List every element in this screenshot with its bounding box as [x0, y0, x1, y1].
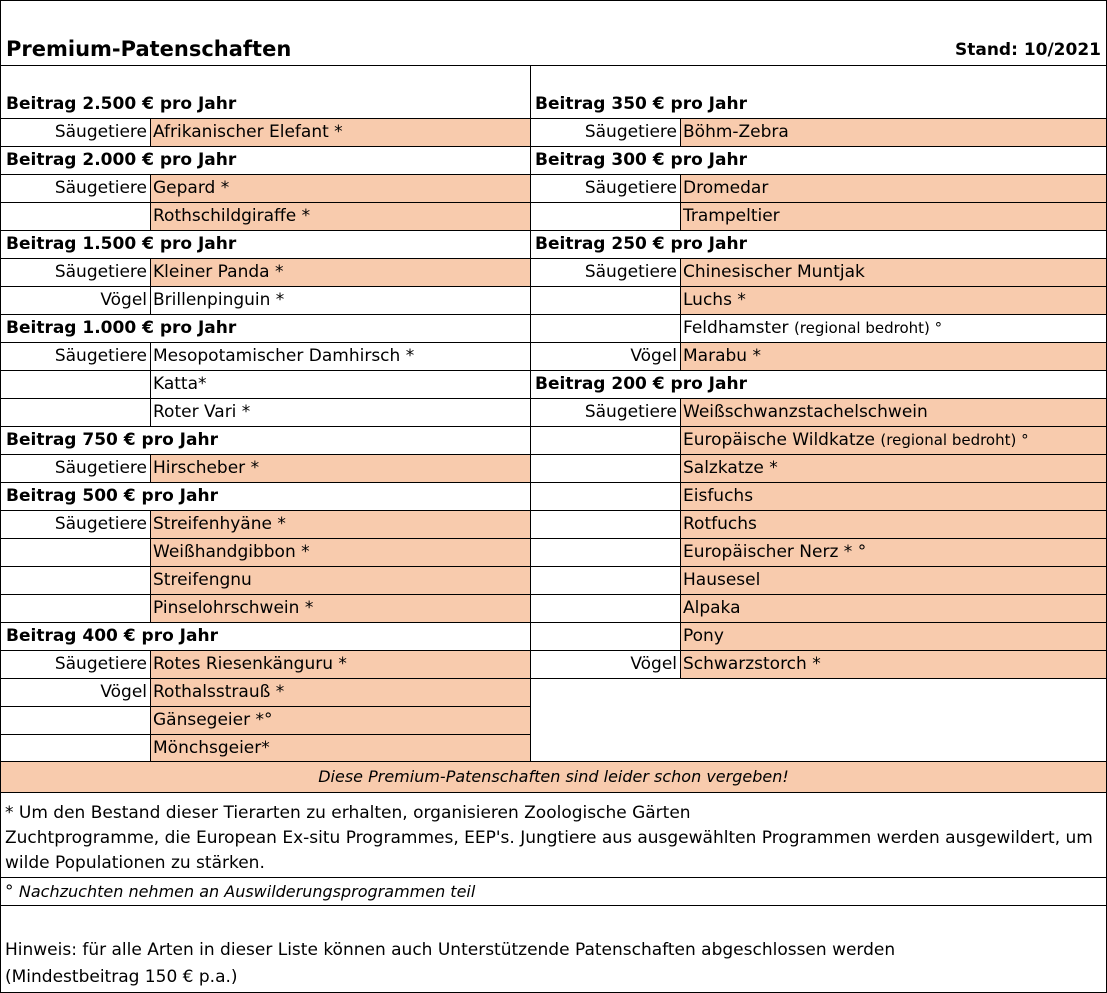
tier-header-500: Beitrag 500 € pro Jahr [6, 486, 218, 506]
animal-kleiner-panda: Kleiner Panda * [150, 258, 530, 286]
animal-eisfuchs: Eisfuchs [680, 482, 1106, 510]
animal-roter-vari: Roter Vari * [153, 402, 251, 422]
animal-moenchsgeier: Mönchsgeier* [150, 734, 530, 762]
animal-streifenhyaene: Streifenhyäne * [150, 510, 530, 538]
category-label: Säugetiere [54, 178, 147, 198]
degree-mark: ° [5, 882, 14, 902]
stand-date: Stand: 10/2021 [954, 40, 1101, 60]
regional-note: (regional bedroht) ° [880, 431, 1029, 449]
animal-feldhamster [680, 314, 1106, 342]
animal-hirscheber: Hirscheber * [150, 454, 530, 482]
animal-katta: Katta* [153, 374, 207, 394]
animal-luchs: Luchs * [680, 286, 1106, 314]
animal-weisshandgibbon: Weißhandgibbon * [150, 538, 530, 566]
animal-brillenpinguin: Brillenpinguin * [153, 290, 285, 310]
tier-header-2000: Beitrag 2.000 € pro Jahr [6, 150, 237, 170]
hint-line2: (Mindestbeitrag 150 € p.a.) [5, 967, 238, 987]
animal-boehm-zebra: Böhm-Zebra [680, 118, 1106, 146]
animal-chinesischer-muntjak: Chinesischer Muntjak [680, 258, 1106, 286]
animal-europaeischer-nerz: Europäischer Nerz * ° [680, 538, 1106, 566]
category-label: Säugetiere [54, 346, 147, 366]
animal-weissschwanzstachelschwein: Weißschwanzstachelschwein [680, 398, 1106, 426]
category-label: Vögel [630, 346, 677, 366]
category-label: Säugetiere [584, 402, 677, 422]
category-label: Säugetiere [584, 122, 677, 142]
animal-alpaka: Alpaka [680, 594, 1106, 622]
footnote-degree [5, 879, 475, 905]
animal-dromedar: Dromedar [680, 174, 1106, 202]
footnote-star-line1: * Um den Bestand dieser Tierarten zu erhalten, organisieren Zoologische Gärten [5, 803, 691, 823]
tier-header-750: Beitrag 750 € pro Jahr [6, 430, 218, 450]
category-label: Säugetiere [584, 262, 677, 282]
category-label: Vögel [100, 290, 147, 310]
tier-header-350: Beitrag 350 € pro Jahr [535, 94, 747, 114]
tier-header-300: Beitrag 300 € pro Jahr [535, 150, 747, 170]
category-label: Vögel [630, 654, 677, 674]
tier-header-1500: Beitrag 1.500 € pro Jahr [6, 234, 237, 254]
animal-name: Feldhamster [683, 318, 789, 338]
category-label: Säugetiere [54, 122, 147, 142]
animal-marabu: Marabu * [680, 342, 1106, 370]
tier-header-1000: Beitrag 1.000 € pro Jahr [6, 318, 237, 338]
animal-rothschildgiraffe: Rothschildgiraffe * [150, 202, 530, 230]
animal-salzkatze: Salzkatze * [680, 454, 1106, 482]
animal-gaensegeier: Gänsegeier *° [150, 706, 530, 734]
page-title: Premium-Patenschaften [6, 37, 292, 61]
animal-pony: Pony [680, 622, 1106, 650]
category-label: Säugetiere [54, 654, 147, 674]
animal-trampeltier: Trampeltier [680, 202, 1106, 230]
footnote-star-line3: wilde Populationen zu stärken. [5, 853, 265, 873]
animal-mesopotamischer-damhirsch: Mesopotamischer Damhirsch * [153, 346, 415, 366]
tier-header-2500: Beitrag 2.500 € pro Jahr [6, 94, 237, 114]
tier-header-200: Beitrag 200 € pro Jahr [535, 374, 747, 394]
animal-name: Europäische Wildkatze [683, 430, 875, 450]
category-label: Säugetiere [584, 178, 677, 198]
animal-streifengnu: Streifengnu [150, 566, 530, 594]
hint-line1: Hinweis: für alle Arten in dieser Liste können auch Unterstützende Patenschaften abgeschlossen werden [5, 940, 896, 960]
animal-rotes-riesenkaenguru: Rotes Riesenkänguru * [150, 650, 530, 678]
animal-gepard: Gepard * [150, 174, 530, 202]
animal-rothalsstrauss: Rothalsstrauß * [150, 678, 530, 706]
animal-pinselohrschwein: Pinselohrschwein * [150, 594, 530, 622]
tier-header-250: Beitrag 250 € pro Jahr [535, 234, 747, 254]
category-label: Säugetiere [54, 514, 147, 534]
regional-note: (regional bedroht) ° [793, 319, 943, 337]
degree-text: Nachzuchten nehmen an Auswilderungsprogrammen teil [18, 882, 476, 901]
category-label: Säugetiere [54, 262, 147, 282]
category-label: Säugetiere [54, 458, 147, 478]
animal-schwarzstorch: Schwarzstorch * [680, 650, 1106, 678]
animal-afrikanischer-elefant: Afrikanischer Elefant * [150, 118, 530, 146]
animal-rotfuchs: Rotfuchs [680, 510, 1106, 538]
footnote-star-line2: Zuchtprogramme, die European Ex-situ Programmes, EEP's. Jungtiere aus ausgewählten Programmen werden ausgewildert, um [5, 828, 1093, 848]
tier-header-400: Beitrag 400 € pro Jahr [6, 626, 218, 646]
taken-banner: Diese Premium-Patenschaften sind leider schon vergeben! [1, 762, 1106, 792]
category-label: Vögel [100, 682, 147, 702]
animal-europaeische-wildkatze [680, 426, 1106, 454]
animal-hausesel: Hausesel [680, 566, 1106, 594]
